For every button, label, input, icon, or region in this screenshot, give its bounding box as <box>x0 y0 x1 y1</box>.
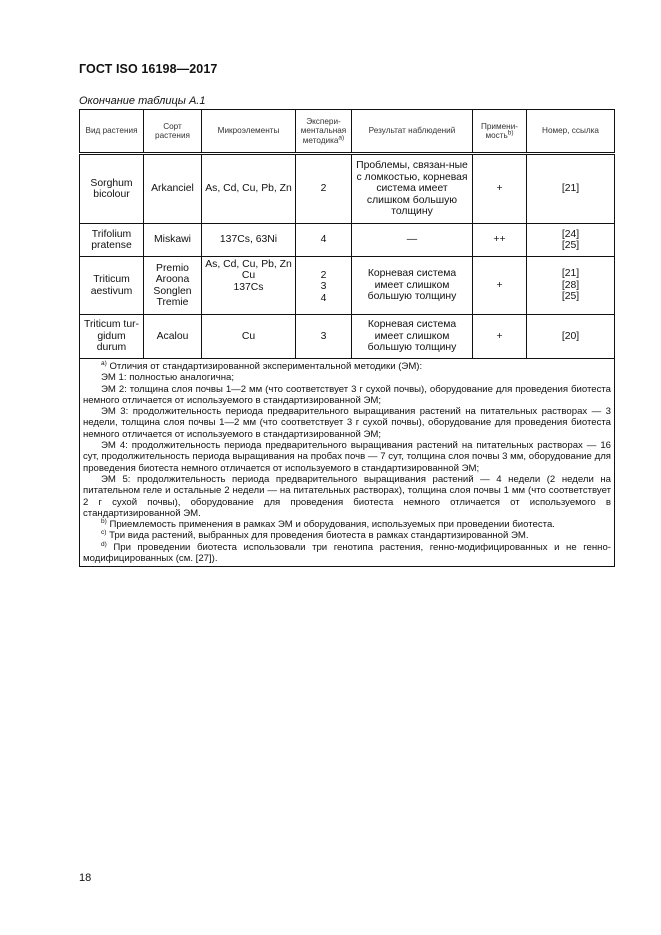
cell-method: 3 <box>296 315 352 359</box>
cell-variety: Acalou <box>144 315 202 359</box>
col-header-method: Экспери-ментальная методика$^{a)}$ <box>296 110 352 154</box>
ref-link: [21] <box>561 183 580 195</box>
col-header-applicability: Примени-мость$^{b)}$ <box>473 110 527 154</box>
cell-ref <box>527 257 615 315</box>
cell-applicability: + <box>473 154 527 224</box>
cell-ref <box>527 224 615 257</box>
cell-ref <box>527 315 615 359</box>
col-header-ref: Номер, ссылка <box>527 110 615 154</box>
col-header-result: Результат наблюдений <box>352 110 473 154</box>
cell-species: Sorghum bicolour <box>80 154 144 224</box>
note-c <box>83 530 611 541</box>
variety-line: Tremie <box>156 296 189 308</box>
cell-method: 4 <box>296 224 352 257</box>
table-row <box>80 154 615 224</box>
cell-ref <box>527 154 615 224</box>
note-em3: ЭМ 3: продолжительность периода предварительного выращивания растений на питательных растворах — 3 недели, толщина слоя почвы 1—2 мм (что соответствует 3 г сухой почвы), оборудование для проведения биотеста немного отличается от используемого в стандартизированной ЭМ; <box>83 406 611 440</box>
note-d <box>83 542 611 565</box>
variety-line: Premio <box>156 262 189 274</box>
cell-elements: As, Cd, Cu, Pb, Zn <box>202 154 296 224</box>
footnote-mark-b: b) <box>507 129 514 137</box>
table-caption: Окончание таблицы А.1 <box>79 95 206 107</box>
data-table <box>79 109 615 567</box>
elements-line: As, Cd, Cu, Pb, Zn <box>205 259 292 270</box>
footnote-mark-a: a) <box>338 133 345 141</box>
note-em1: ЭМ 1: полностью аналогична; <box>101 372 234 384</box>
ref-link: [20] <box>561 330 580 342</box>
note-b <box>83 519 611 530</box>
cell-variety <box>144 257 202 315</box>
method-line: 4 <box>320 292 327 304</box>
cell-variety: Arkanciel <box>144 154 202 224</box>
cell-applicability: ++ <box>473 224 527 257</box>
elements-line: 137Cs <box>233 281 264 293</box>
cell-applicability: + <box>473 257 527 315</box>
variety-line: Songlen <box>153 285 192 297</box>
elements-line: Cu <box>241 270 256 282</box>
cell-result: — <box>352 224 473 257</box>
cell-species: Triticum tur-gidum durum <box>80 315 144 359</box>
cell-elements: 137Cs, 63Ni <box>202 224 296 257</box>
table-notes <box>80 359 615 567</box>
note-a-text: Отличия от стандартизированной экспериментальной методики (ЭМ): <box>109 361 423 372</box>
footnote-mark-b: b) <box>101 517 107 525</box>
note-a <box>83 361 611 372</box>
footnote-mark-a: a) <box>101 359 107 367</box>
table-row <box>80 224 615 257</box>
cell-variety: Miskawi <box>144 224 202 257</box>
ref-link: [24] <box>561 228 580 240</box>
cell-elements <box>202 257 296 315</box>
note-em5: ЭМ 5: продолжительность периода предварительного выращивания растений — 4 недели (2 недели на питательном геле и остальные 2 недели — на питательных растворах), толщина слоя почвы 1 мм (что соответствует 2 г сухой почвы), оборудование для проведения биотеста немного отличается от используемого в стандартизированной ЭМ. <box>83 473 611 519</box>
variety-line: Aroona <box>155 274 190 286</box>
note-c-text: Три вида растений, выбранных для проведения биотеста в рамках стандартизированной ЭМ. <box>109 530 529 542</box>
ref-link: [25] <box>561 240 580 251</box>
table-row <box>80 257 615 315</box>
cell-species: Triticum aestivum <box>80 257 144 315</box>
note-em4: ЭМ 4: продолжительность периода предварительного выращивания растений на питательных растворах — 16 сут, продолжительность периода выращивания на пробах почв — 7 сут, толщина слоя почвы 3 мм, оборудование для проведения биотеста немного отличается от используемого в стандартизированной ЭМ; <box>83 440 611 474</box>
footnote-mark-c: c) <box>101 529 107 537</box>
table-notes-row <box>80 359 615 567</box>
cell-method: 2 <box>296 154 352 224</box>
method-line: 3 <box>320 281 327 293</box>
ref-link: [28] <box>561 279 580 291</box>
note-b-text: Приемлемость применения в рамках ЭМ и оборудования, используемых при проведении биотеста. <box>109 519 555 531</box>
note-d-text: При проведении биотеста использовали три генотипа растения, генно-модифицированных и не генно-модифицированных (см. [27]). <box>83 541 611 565</box>
col-header-elements: Микроэлементы <box>202 110 296 154</box>
table-row <box>80 315 615 359</box>
col-header-species: Вид растения <box>80 110 144 154</box>
document-header: ГОСТ ISO 16198—2017 <box>79 62 218 76</box>
page-number: 18 <box>79 872 92 884</box>
cell-species: Trifolium pratense <box>80 224 144 257</box>
note-em2: ЭМ 2: толщина слоя почвы 1—2 мм (что соответствует 3 г сухой почвы), оборудование для проведения биотеста немного отличается от используемого в стандартизированной ЭМ; <box>83 383 611 406</box>
ref-link: [21] <box>561 268 580 280</box>
cell-result: Проблемы, связан-ные с ломкостью, корневая система имеет слишком большую толщину <box>352 154 473 224</box>
col-header-variety: Сорт растения <box>144 110 202 154</box>
cell-applicability: + <box>473 315 527 359</box>
method-line: 2 <box>320 270 327 281</box>
cell-method <box>296 257 352 315</box>
ref-link: [25] <box>561 291 580 303</box>
cell-elements: Cu <box>202 315 296 359</box>
cell-result: Корневая система имеет слишком большую толщину <box>352 315 473 359</box>
cell-result: Корневая система имеет слишком большую толщину <box>352 257 473 315</box>
table-header-row <box>80 110 615 154</box>
footnote-mark-d: d) <box>101 540 107 548</box>
